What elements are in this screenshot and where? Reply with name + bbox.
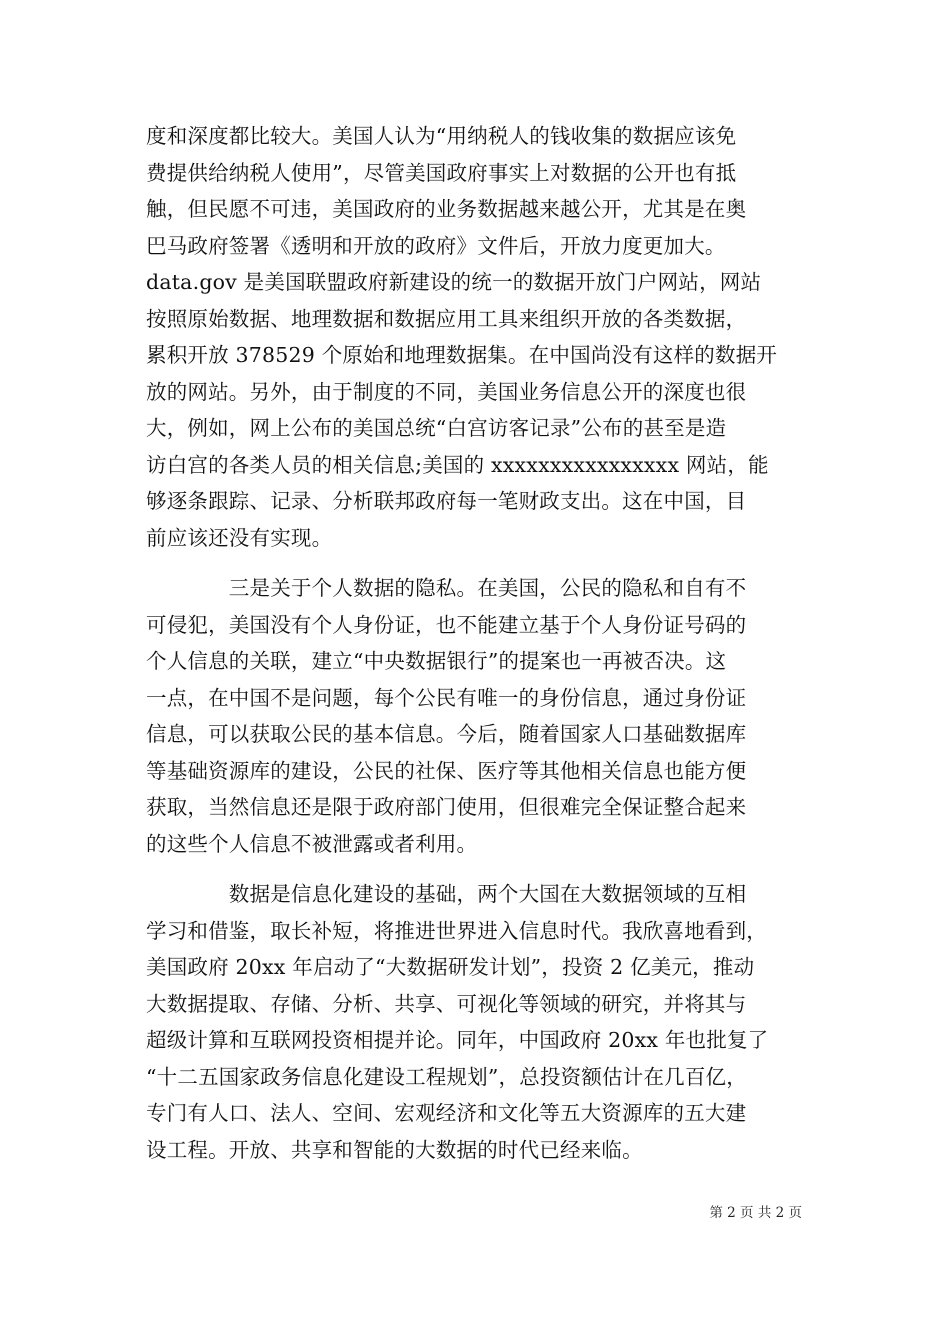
text-line: 三是关于个人数据的隐私。在美国，公民的隐私和自有不 — [146, 576, 747, 600]
text-line: 访白宫的各类人员的相关信息;美国的 xxxxxxxxxxxxxxxx 网站，能 — [146, 452, 769, 477]
paragraph-1 — [146, 118, 806, 556]
text-line: “十二五国家政务信息化建设工程规划”，总投资额估计在几百亿， — [146, 1064, 747, 1089]
text-line: 一点，在中国不是问题，每个公民有唯一的身份信息，通过身份证 — [146, 685, 747, 710]
text-line: 巴马政府签署《透明和开放的政府》文件后，开放力度更加大。 — [146, 233, 726, 258]
paragraph-spacer — [146, 862, 806, 876]
text-line: 累积开放 378529 个原始和地理数据集。在中国尚没有这样的数据开 — [146, 343, 778, 367]
page-number: 第 2 页 共 2 页 — [709, 1205, 802, 1221]
text-line: 专门有人口、法人、空间、宏观经济和文化等五大资源库的五大建 — [146, 1101, 747, 1125]
text-line: 数据是信息化建设的基础，两个大国在大数据领域的互相 — [146, 882, 747, 906]
text-line: 的这些个人信息不被泄露或者利用。 — [146, 831, 478, 856]
text-line: 美国政府 20xx 年启动了“大数据研发计划”，投资 2 亿美元，推动 — [146, 955, 755, 979]
text-line: 前应该还没有实现。 — [146, 525, 333, 550]
text-line: 按照原始数据、地理数据和数据应用工具来组织开放的各类数据， — [146, 306, 747, 331]
text-line: 够逐条跟踪、记录、分析联邦政府每一笔财政支出。这在中国，目 — [146, 489, 747, 513]
paragraph-spacer — [146, 556, 806, 570]
text-line: 设工程。开放、共享和智能的大数据的时代已经来临。 — [146, 1137, 643, 1162]
text-line: 信息，可以获取公民的基本信息。今后，随着国家人口基础数据库 — [146, 722, 747, 746]
text-line: 触，但民愿不可违，美国政府的业务数据越来越公开，尤其是在奥 — [146, 197, 747, 221]
text-line: 费提供给纳税人使用”，尽管美国政府事实上对数据的公开也有抵 — [146, 160, 737, 185]
text-line: 超级计算和互联网投资相提并论。同年，中国政府 20xx 年也批复了 — [146, 1028, 769, 1052]
document-body — [146, 118, 806, 1168]
text-line: 获取，当然信息还是限于政府部门使用，但很难完全保证整合起来 — [146, 795, 747, 819]
text-line: data.gov 是美国联盟政府新建设的统一的数据开放门户网站，网站 — [146, 270, 762, 294]
text-line: 学习和借鉴，取长补短，将推进世界进入信息时代。我欣喜地看到， — [146, 918, 767, 943]
text-line: 可侵犯，美国没有个人身份证，也不能建立基于个人身份证号码的 — [146, 612, 747, 637]
text-line: 放的网站。另外，由于制度的不同，美国业务信息公开的深度也很 — [146, 379, 747, 404]
text-line: 度和深度都比较大。美国人认为“用纳税人的钱收集的数据应该免 — [146, 124, 737, 148]
text-line: 大数据提取、存储、分析、共享、可视化等领域的研究，并将其与 — [146, 991, 747, 1016]
text-line: 个人信息的关联，建立“中央数据银行”的提案也一再被否决。这 — [146, 649, 727, 673]
text-line: 等基础资源库的建设，公民的社保、医疗等其他相关信息也能方便 — [146, 758, 747, 783]
text-line: 大，例如，网上公布的美国总统“白宫访客记录”公布的甚至是造 — [146, 416, 727, 440]
paragraph-3 — [146, 876, 806, 1168]
paragraph-2 — [146, 570, 806, 862]
